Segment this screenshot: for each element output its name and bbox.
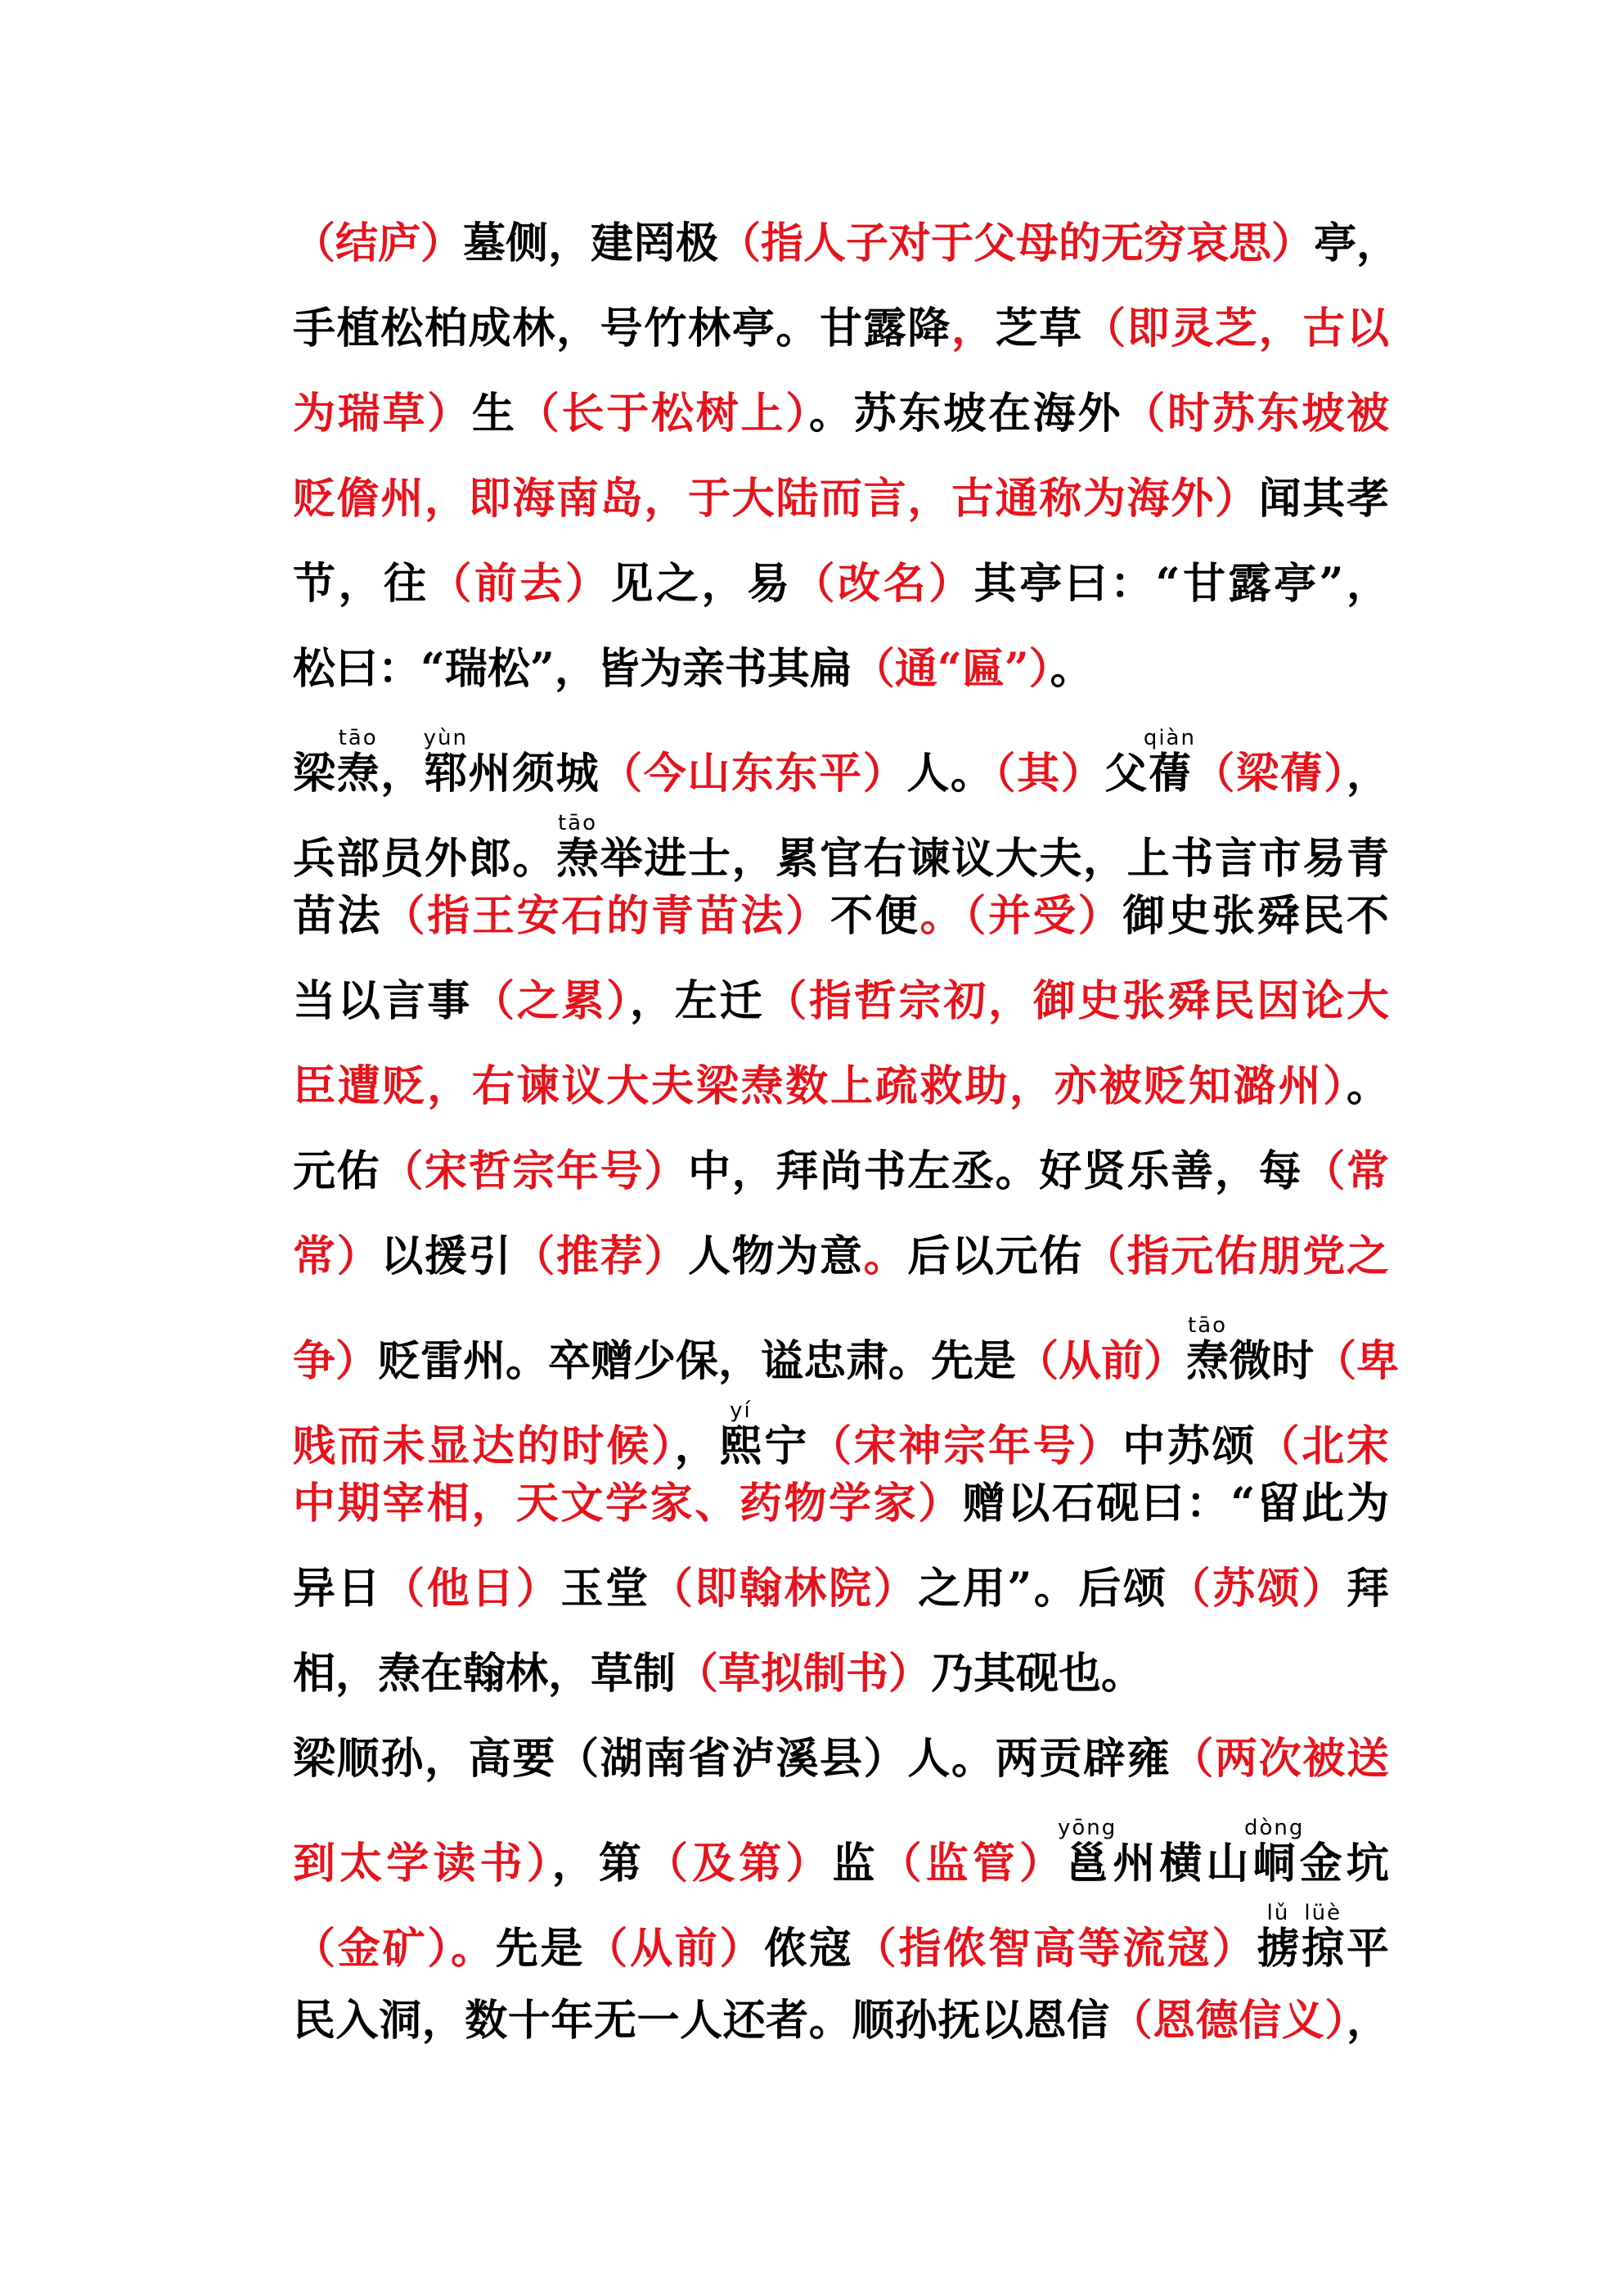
char-text: 邕: [1058, 1839, 1117, 1889]
text-line: [293, 211, 1400, 277]
text-line: [293, 296, 1389, 362]
body-text: 苗法: [293, 891, 383, 941]
annotation-text: （推荐）: [512, 1231, 688, 1281]
body-text: 亭，: [1314, 218, 1400, 268]
annotation-text: （及第）: [645, 1839, 833, 1889]
annotation-text: 贱而未显达的时候）: [293, 1421, 675, 1471]
text-line: [293, 1398, 1389, 1471]
body-text: 松曰：“瑞松”，皆为亲书其扁: [293, 644, 852, 694]
body-text: 。苏东坡在海外: [808, 389, 1123, 439]
annotation-text: （指人子对于父母的无穷哀思）: [718, 218, 1315, 268]
char-text: 焘: [1186, 1336, 1230, 1386]
annotation-text: （从前）: [585, 1924, 765, 1974]
annotation-text: （指元佑朋党之: [1082, 1231, 1389, 1281]
body-text: 赠以石砚曰：“留此为: [962, 1479, 1389, 1528]
annotation-text: （改名）: [792, 559, 974, 609]
body-text: ，: [1346, 1996, 1389, 2046]
annotation-text: （监管）: [879, 1839, 1067, 1889]
annotation-text: （卑: [1314, 1336, 1400, 1386]
annotation-text: （两次被送: [1171, 1734, 1389, 1784]
text-line: [293, 726, 1389, 799]
body-text: 拜: [1346, 1564, 1389, 1614]
annotation-text: 到太学读书）: [293, 1839, 552, 1889]
text-line: [293, 466, 1389, 532]
body-text: ，左迁: [630, 976, 765, 1026]
annotation-text: （其）: [994, 749, 1105, 799]
body-text: 相，焘在翰林，草制: [293, 1649, 677, 1699]
pinyin-text: tāo: [336, 726, 380, 750]
pinyin-text: dòng: [1243, 1816, 1305, 1840]
body-text: 人物为意: [687, 1231, 864, 1281]
annotation-text: （从前）: [1016, 1336, 1187, 1386]
pinyin-annotated-char: [719, 1398, 765, 1471]
pinyin-text: yōng: [1058, 1816, 1117, 1840]
char-text: 焘: [556, 834, 600, 884]
char-text: 郓: [423, 749, 468, 799]
body-text: 。: [1050, 644, 1093, 694]
text-line: [293, 969, 1389, 1034]
annotation-text: （通“匾”）: [852, 644, 1050, 694]
text-line: [293, 1556, 1389, 1622]
body-text: 中，拜尚书左丞。好贤乐善，每: [688, 1146, 1303, 1196]
body-text: 手植松柏成林，号竹林亭。甘露降: [293, 304, 951, 353]
text-line: [293, 551, 1389, 617]
pinyin-text: tāo: [1186, 1313, 1230, 1338]
annotation-text: 为瑞草）: [293, 389, 472, 439]
annotation-text: （北宋: [1257, 1421, 1389, 1471]
char-text: 峒: [1243, 1839, 1305, 1889]
annotation-text: （指侬智高等流寇）: [853, 1924, 1257, 1974]
body-text: 元佑: [293, 1146, 381, 1196]
body-text: 后以元佑: [907, 1231, 1083, 1281]
body-text: 。: [1346, 1061, 1389, 1111]
char-text: 掠: [1302, 1924, 1347, 1974]
annotation-text: （常: [1302, 1146, 1389, 1196]
annotation-text: （指王安石的青苗法）: [382, 891, 830, 941]
annotation-text: （苏颂）: [1167, 1564, 1347, 1614]
body-text: ，: [674, 1421, 720, 1471]
annotation-text: 臣遭贬，右谏议大夫梁焘数上疏救助，亦被贬知潞州）: [293, 1061, 1347, 1111]
body-text: 监: [832, 1839, 879, 1889]
body-text: 梁顺孙，高要（湖南省泸溪县）人。两贡辟雍: [293, 1734, 1171, 1784]
body-text: 州须城: [466, 749, 600, 799]
body-text: 闻其孝: [1258, 474, 1389, 524]
body-text: 玉堂: [560, 1564, 650, 1614]
pinyin-text: lüè: [1302, 1901, 1345, 1925]
body-text: 中苏颂: [1122, 1421, 1257, 1471]
annotation-text: 常）: [293, 1231, 381, 1281]
body-text: 金坑: [1295, 1839, 1389, 1889]
body-text: 父: [1104, 749, 1149, 799]
text-line: [293, 1901, 1389, 1974]
body-text: 宁: [764, 1421, 809, 1471]
annotation-text: （草拟制书）: [676, 1649, 932, 1699]
body-text: 兵部员外郎。: [293, 834, 556, 884]
body-text: 生: [472, 389, 517, 439]
body-text: 人。: [906, 749, 995, 799]
text-line: [293, 1224, 1389, 1290]
body-text: ，: [1346, 749, 1389, 799]
body-text: 平: [1346, 1924, 1389, 1974]
text-line: [293, 1139, 1389, 1204]
annotation-text: （之累）: [472, 976, 630, 1026]
body-text: 州横山: [1108, 1839, 1253, 1889]
text-line: [293, 1054, 1389, 1119]
char-text: 熙: [719, 1421, 765, 1471]
pinyin-annotated-char: [336, 726, 381, 799]
body-text: 芝草: [995, 304, 1083, 353]
body-text: ，第: [551, 1839, 645, 1889]
annotation-text: 中期宰相，天文学家、药物学家）: [293, 1479, 963, 1528]
text-line: [293, 1471, 1389, 1537]
pinyin-text: yùn: [423, 726, 468, 750]
body-text: 节，往: [293, 559, 429, 609]
char-text: 蒨: [1143, 749, 1196, 799]
annotation-text: 争）: [293, 1336, 379, 1386]
annotation-text: （即灵芝，古以: [1082, 304, 1389, 353]
text-line: [293, 637, 1389, 702]
pinyin-annotated-char: [1143, 726, 1196, 799]
char-text: 掳: [1257, 1924, 1302, 1974]
body-text: ，: [380, 749, 425, 799]
annotation-text: 。（并受）: [919, 891, 1123, 941]
pinyin-text: lǔ: [1257, 1901, 1300, 1925]
body-text: 不便: [829, 891, 920, 941]
pinyin-annotated-char: [1243, 1816, 1305, 1889]
annotation-text: （恩德信义）: [1109, 1996, 1347, 2046]
body-text: 微时: [1229, 1336, 1315, 1386]
body-text: 梁: [293, 749, 337, 799]
annotation-text: （结庐）: [293, 218, 464, 268]
pinyin-annotated-char: [1058, 1816, 1117, 1889]
body-text: 之用”。后颂: [918, 1564, 1168, 1614]
annotation-text: （他日）: [382, 1564, 561, 1614]
annotation-text: （金矿）。: [293, 1924, 496, 1974]
text-line: [293, 1727, 1389, 1792]
text-line: [293, 381, 1389, 447]
pinyin-text: qiàn: [1143, 726, 1196, 750]
text-line: [293, 1816, 1389, 1889]
body-text: 异日: [293, 1564, 383, 1614]
pinyin-annotated-char: [423, 726, 468, 799]
body-text: 举进士，累官右谏议大夫，上书言市易青: [600, 834, 1389, 884]
annotation-text: （今山东东平）: [600, 749, 907, 799]
text-line: [293, 1988, 1389, 2054]
pinyin-annotated-char: [556, 811, 600, 884]
pinyin-annotated-char: [1257, 1901, 1302, 1974]
annotation-text: （宋哲宗年号）: [380, 1146, 688, 1196]
annotation-text: （宋神宗年号）: [808, 1421, 1123, 1471]
annotation-text: （指哲宗初，御史张舜民因论大: [764, 976, 1389, 1026]
body-text: 侬寇: [764, 1924, 854, 1974]
annotation-text: 。: [863, 1231, 908, 1281]
body-text: 以援引: [380, 1231, 513, 1281]
body-text: 见之，易: [610, 559, 793, 609]
text-line: [293, 1313, 1400, 1386]
annotation-text: （时苏东坡被: [1122, 389, 1389, 439]
text-line: [293, 811, 1389, 884]
body-text: 民入洞，数十年无一人还者。顺孙抚以恩信: [293, 1996, 1110, 2046]
body-text: 当以言事: [293, 976, 472, 1026]
body-text: 贬雷州。卒赠少保，谥忠肃。先是: [378, 1336, 1017, 1386]
annotation-text: ，: [951, 304, 996, 353]
text-line: [293, 884, 1389, 949]
annotation-text: （前去）: [429, 559, 611, 609]
body-text: 墓侧，建罔极: [463, 218, 719, 268]
body-text: 御史张舜民不: [1122, 891, 1389, 941]
body-text: 其亭曰：“甘露亭”，: [973, 559, 1389, 609]
char-text: 焘: [336, 749, 381, 799]
pinyin-annotated-char: [1302, 1901, 1347, 1974]
pinyin-annotated-char: [1186, 1313, 1230, 1386]
pinyin-text: yí: [719, 1398, 762, 1423]
body-text: 乃其砚也。: [931, 1649, 1144, 1699]
body-text: 先是: [495, 1924, 586, 1974]
annotation-text: （即翰林院）: [650, 1564, 919, 1614]
text-line: [293, 1641, 1389, 1707]
annotation-text: 贬儋州，即海南岛，于大陆而言，古通称为海外）: [293, 474, 1259, 524]
annotation-text: （梁蒨）: [1190, 749, 1347, 799]
annotation-text: （长于松树上）: [516, 389, 809, 439]
pinyin-text: tāo: [556, 811, 600, 835]
